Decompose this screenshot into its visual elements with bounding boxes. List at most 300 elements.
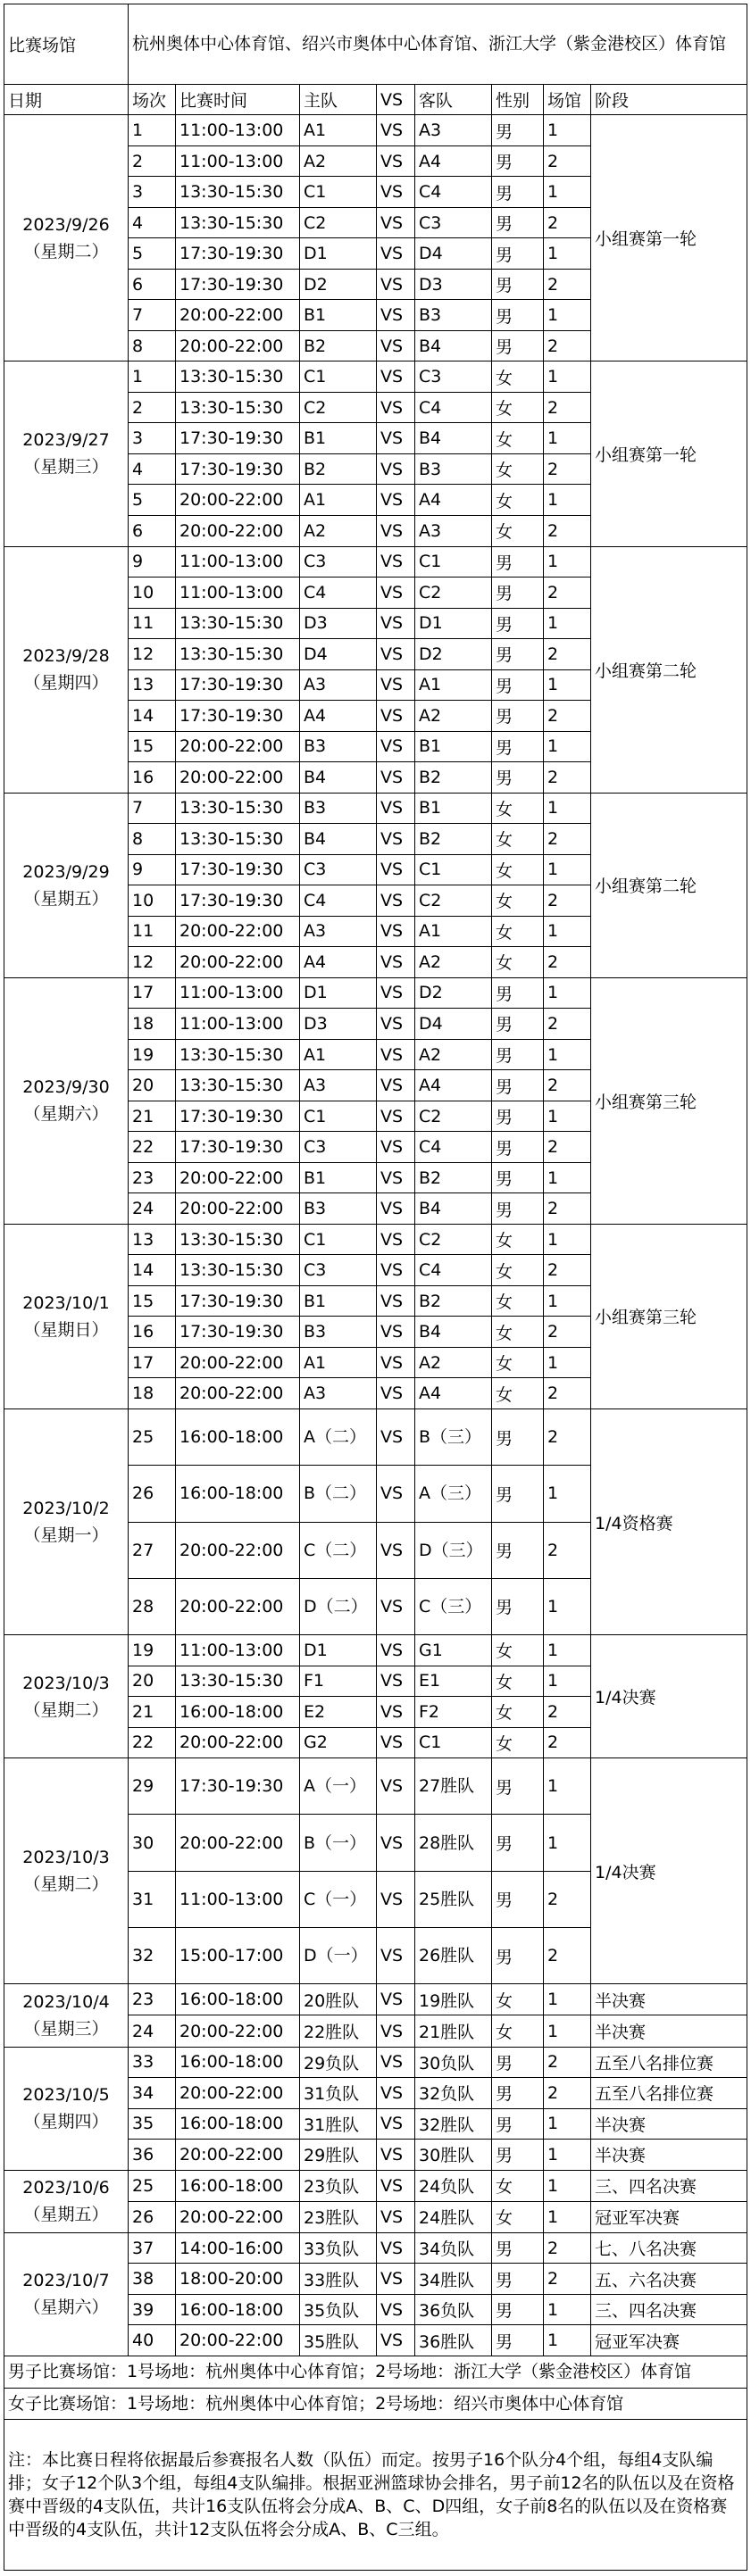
date-cell xyxy=(4,2232,129,2356)
match-row xyxy=(4,977,747,1009)
venue-number: 1 xyxy=(544,485,591,516)
vs-label: VS xyxy=(377,2015,415,2047)
vs-label: VS xyxy=(377,793,415,824)
match-time: 17:30-19:30 xyxy=(176,1101,300,1132)
home-team: D2 xyxy=(300,269,377,300)
away-team: D1 xyxy=(415,608,492,639)
match-number: 18 xyxy=(129,1378,176,1409)
date-cell xyxy=(4,2047,129,2170)
match-time: 20:00-22:00 xyxy=(176,1347,300,1378)
match-row xyxy=(4,2170,747,2201)
vs-label: VS xyxy=(377,207,415,238)
match-number: 6 xyxy=(129,515,176,546)
vs-label: VS xyxy=(377,669,415,701)
header-stage: 阶段 xyxy=(591,84,747,115)
date-text: 2023/9/27 xyxy=(22,430,110,451)
match-number: 6 xyxy=(129,269,176,300)
gender: 男 xyxy=(492,330,544,361)
match-time: 20:00-22:00 xyxy=(176,330,300,361)
venue-number: 1 xyxy=(544,916,591,947)
gender: 男 xyxy=(492,2264,544,2295)
vs-label: VS xyxy=(377,1578,415,1634)
gender: 男 xyxy=(492,2078,544,2109)
home-team: C（一） xyxy=(300,1871,377,1927)
stage: 五、六名决赛 xyxy=(591,2264,747,2295)
vs-label: VS xyxy=(377,2078,415,2109)
away-team: B3 xyxy=(415,300,492,331)
match-number: 11 xyxy=(129,916,176,947)
match-time: 17:30-19:30 xyxy=(176,854,300,885)
vs-label: VS xyxy=(377,2294,415,2325)
gender: 男 xyxy=(492,1039,544,1070)
date-text: 2023/9/30 xyxy=(22,1077,110,1098)
gender: 男 xyxy=(492,1928,544,1984)
gender: 女 xyxy=(492,1347,544,1378)
weekday-text: （星期三） xyxy=(23,457,109,478)
match-row xyxy=(4,793,747,824)
vs-label: VS xyxy=(377,731,415,762)
home-team: A2 xyxy=(300,145,377,177)
venue-number: 1 xyxy=(544,1635,591,1666)
gender: 男 xyxy=(492,1522,544,1578)
away-team: C1 xyxy=(415,854,492,885)
home-team: G2 xyxy=(300,1727,377,1758)
venue-number: 1 xyxy=(544,361,591,393)
vs-label: VS xyxy=(377,1697,415,1728)
venue-number: 1 xyxy=(544,300,591,331)
match-time: 20:00-22:00 xyxy=(176,1727,300,1758)
gender: 女 xyxy=(492,423,544,454)
away-team: A4 xyxy=(415,1378,492,1409)
vs-label: VS xyxy=(377,1522,415,1578)
gender: 男 xyxy=(492,1578,544,1634)
home-team: 35负队 xyxy=(300,2294,377,2325)
vs-label: VS xyxy=(377,1758,415,1815)
match-number: 5 xyxy=(129,238,176,270)
match-number: 10 xyxy=(129,578,176,609)
gender: 男 xyxy=(492,731,544,762)
match-number: 1 xyxy=(129,361,176,393)
gender: 男 xyxy=(492,1871,544,1927)
match-number: 17 xyxy=(129,977,176,1009)
away-team: B1 xyxy=(415,731,492,762)
vs-label: VS xyxy=(377,1009,415,1040)
header-date: 日期 xyxy=(4,84,129,115)
stage: 七、八名决赛 xyxy=(591,2232,747,2264)
match-number: 26 xyxy=(129,1466,176,1522)
header-row xyxy=(4,84,747,115)
venue-label: 比赛场馆 xyxy=(4,4,129,85)
home-team: C3 xyxy=(300,854,377,885)
vs-label: VS xyxy=(377,1070,415,1101)
gender: 女 xyxy=(492,392,544,423)
away-team: D2 xyxy=(415,977,492,1009)
venue-number: 2 xyxy=(544,207,591,238)
vs-label: VS xyxy=(377,947,415,978)
weekday-text: （星期六） xyxy=(23,1104,109,1125)
home-team: A1 xyxy=(300,1039,377,1070)
home-team: D1 xyxy=(300,1635,377,1666)
match-time: 20:00-22:00 xyxy=(176,731,300,762)
away-team: B1 xyxy=(415,793,492,824)
gender: 男 xyxy=(492,269,544,300)
gender: 女 xyxy=(492,1666,544,1697)
stage: 三、四名决赛 xyxy=(591,2170,747,2201)
venue-number: 2 xyxy=(544,1928,591,1984)
men-venues-note-row xyxy=(4,2356,747,2388)
match-number: 16 xyxy=(129,1317,176,1348)
match-time: 20:00-22:00 xyxy=(176,1815,300,1871)
stage: 1/4资格赛 xyxy=(591,1408,747,1634)
away-team: C4 xyxy=(415,1132,492,1163)
match-number: 9 xyxy=(129,546,176,578)
date-text: 2023/10/2 xyxy=(22,1499,110,1519)
match-time: 16:00-18:00 xyxy=(176,1697,300,1728)
gender: 女 xyxy=(492,824,544,855)
match-time: 17:30-19:30 xyxy=(176,453,300,485)
venue-number: 2 xyxy=(544,1697,591,1728)
vs-label: VS xyxy=(377,1727,415,1758)
match-number: 34 xyxy=(129,2078,176,2109)
venue-number: 1 xyxy=(544,793,591,824)
gender: 男 xyxy=(492,207,544,238)
away-team: C2 xyxy=(415,1101,492,1132)
away-team: A（三） xyxy=(415,1466,492,1522)
gender: 男 xyxy=(492,977,544,1009)
schedule-note: 注：本比赛日程将依据最后参赛报名人数（队伍）而定。按男子16个队分4个组，每组4支队编排；女子12个队3个组，每组4支队编排。根据亚洲篮球协会排名，男子前12名的队伍以及在资格赛中晋级的4支队伍，共计16支队伍将会分成A、B、C、D四组，女子前8名的队伍以及在资格赛中晋级的4支队伍，共计12支队伍将会分成A、B、C三组。 xyxy=(4,2420,747,2571)
gender: 女 xyxy=(492,2201,544,2232)
gender: 女 xyxy=(492,2015,544,2047)
weekday-text: （星期一） xyxy=(23,1525,109,1546)
home-team: D1 xyxy=(300,238,377,270)
match-number: 12 xyxy=(129,947,176,978)
away-team: B3 xyxy=(415,453,492,485)
vs-label: VS xyxy=(377,854,415,885)
match-number: 20 xyxy=(129,1666,176,1697)
stage: 小组赛第三轮 xyxy=(591,977,747,1224)
match-number: 33 xyxy=(129,2047,176,2078)
weekday-text: （星期二） xyxy=(23,241,109,262)
match-number: 27 xyxy=(129,1522,176,1578)
match-time: 17:30-19:30 xyxy=(176,1758,300,1815)
venue-number: 1 xyxy=(544,1666,591,1697)
men-venues-note: 男子比赛场馆：1号场地：杭州奥体中心体育馆；2号场地：浙江大学（紫金港校区）体育馆 xyxy=(4,2356,747,2388)
match-row xyxy=(4,1758,747,1815)
match-number: 38 xyxy=(129,2264,176,2295)
match-number: 24 xyxy=(129,1193,176,1225)
date-cell xyxy=(4,1224,129,1408)
venue-number: 2 xyxy=(544,1408,591,1465)
home-team: 20胜队 xyxy=(300,1984,377,2015)
match-number: 9 xyxy=(129,854,176,885)
match-time: 16:00-18:00 xyxy=(176,2170,300,2201)
home-team: C2 xyxy=(300,207,377,238)
gender: 男 xyxy=(492,701,544,732)
header-gender: 性别 xyxy=(492,84,544,115)
venue-number: 2 xyxy=(544,762,591,794)
away-team: B2 xyxy=(415,1162,492,1193)
away-team: B2 xyxy=(415,762,492,794)
gender: 男 xyxy=(492,1408,544,1465)
away-team: C3 xyxy=(415,207,492,238)
match-number: 15 xyxy=(129,731,176,762)
vs-label: VS xyxy=(377,1871,415,1927)
date-cell xyxy=(4,361,129,546)
gender: 女 xyxy=(492,1285,544,1317)
home-team: B3 xyxy=(300,1317,377,1348)
away-team: 24负队 xyxy=(415,2170,492,2201)
away-team: A3 xyxy=(415,515,492,546)
date-cell xyxy=(4,2170,129,2232)
weekday-text: （星期五） xyxy=(23,888,109,909)
date-text: 2023/10/6 xyxy=(22,2178,110,2198)
gender: 女 xyxy=(492,361,544,393)
home-team: 22胜队 xyxy=(300,2015,377,2047)
match-number: 8 xyxy=(129,330,176,361)
match-row xyxy=(4,1224,747,1255)
vs-label: VS xyxy=(377,115,415,146)
home-team: C1 xyxy=(300,1101,377,1132)
venue-number: 1 xyxy=(544,977,591,1009)
gender: 女 xyxy=(492,453,544,485)
home-team: B4 xyxy=(300,824,377,855)
match-number: 39 xyxy=(129,2294,176,2325)
away-team: F2 xyxy=(415,1697,492,1728)
date-text: 2023/10/5 xyxy=(22,2085,110,2106)
gender: 女 xyxy=(492,947,544,978)
match-time: 20:00-22:00 xyxy=(176,1193,300,1225)
venue-number: 2 xyxy=(544,1255,591,1286)
vs-label: VS xyxy=(377,1815,415,1871)
match-number: 19 xyxy=(129,1635,176,1666)
match-time: 16:00-18:00 xyxy=(176,2047,300,2078)
venue-number: 2 xyxy=(544,145,591,177)
away-team: 24胜队 xyxy=(415,2201,492,2232)
vs-label: VS xyxy=(377,1224,415,1255)
venue-number: 1 xyxy=(544,115,591,146)
venue-number: 2 xyxy=(544,1317,591,1348)
match-time: 13:30-15:30 xyxy=(176,1666,300,1697)
match-time: 20:00-22:00 xyxy=(176,2015,300,2047)
vs-label: VS xyxy=(377,1466,415,1522)
vs-label: VS xyxy=(377,608,415,639)
vs-label: VS xyxy=(377,2264,415,2295)
match-number: 5 xyxy=(129,485,176,516)
schedule-note-row xyxy=(4,2420,747,2571)
match-time: 20:00-22:00 xyxy=(176,2201,300,2232)
away-team: B4 xyxy=(415,330,492,361)
vs-label: VS xyxy=(377,1162,415,1193)
away-team: C3 xyxy=(415,361,492,393)
vs-label: VS xyxy=(377,1347,415,1378)
match-time: 11:00-13:00 xyxy=(176,1871,300,1927)
home-team: B2 xyxy=(300,330,377,361)
gender: 男 xyxy=(492,177,544,208)
venue-number: 1 xyxy=(544,2201,591,2232)
date-text: 2023/10/3 xyxy=(22,1848,110,1868)
gender: 男 xyxy=(492,2047,544,2078)
match-time: 20:00-22:00 xyxy=(176,2140,300,2171)
match-number: 3 xyxy=(129,177,176,208)
venue-number: 2 xyxy=(544,701,591,732)
match-time: 13:30-15:30 xyxy=(176,1039,300,1070)
away-team: 30负队 xyxy=(415,2047,492,2078)
away-team: D4 xyxy=(415,238,492,270)
gender: 女 xyxy=(492,1697,544,1728)
home-team: C3 xyxy=(300,1132,377,1163)
weekday-text: （星期六） xyxy=(23,2298,109,2318)
match-time: 11:00-13:00 xyxy=(176,546,300,578)
home-team: A1 xyxy=(300,485,377,516)
match-number: 14 xyxy=(129,701,176,732)
match-number: 24 xyxy=(129,2015,176,2047)
date-text: 2023/9/26 xyxy=(22,214,110,235)
venue-number: 2 xyxy=(544,2232,591,2264)
match-number: 8 xyxy=(129,824,176,855)
away-team: A2 xyxy=(415,701,492,732)
venue-number: 2 xyxy=(544,2047,591,2078)
match-number: 37 xyxy=(129,2232,176,2264)
vs-label: VS xyxy=(377,1255,415,1286)
home-team: 31胜队 xyxy=(300,2108,377,2140)
venue-number: 1 xyxy=(544,423,591,454)
stage: 半决赛 xyxy=(591,1984,747,2015)
match-number: 23 xyxy=(129,1162,176,1193)
match-time: 20:00-22:00 xyxy=(176,916,300,947)
header-vs: VS xyxy=(377,84,415,115)
venue-text: 杭州奥体中心体育馆、绍兴市奥体中心体育馆、浙江大学（紫金港校区）体育馆 xyxy=(129,4,747,85)
away-team: A2 xyxy=(415,1039,492,1070)
gender: 男 xyxy=(492,578,544,609)
match-time: 17:30-19:30 xyxy=(176,1317,300,1348)
gender: 女 xyxy=(492,485,544,516)
away-team: A4 xyxy=(415,145,492,177)
match-number: 15 xyxy=(129,1285,176,1317)
gender: 女 xyxy=(492,916,544,947)
vs-label: VS xyxy=(377,885,415,917)
date-cell xyxy=(4,793,129,977)
home-team: B4 xyxy=(300,762,377,794)
home-team: C2 xyxy=(300,392,377,423)
away-team: A2 xyxy=(415,947,492,978)
venue-number: 1 xyxy=(544,731,591,762)
venue-number: 1 xyxy=(544,1578,591,1634)
header-match: 场次 xyxy=(129,84,176,115)
match-time: 17:30-19:30 xyxy=(176,423,300,454)
home-team: C1 xyxy=(300,361,377,393)
home-team: B3 xyxy=(300,1193,377,1225)
home-team: 29负队 xyxy=(300,2047,377,2078)
vs-label: VS xyxy=(377,2047,415,2078)
match-number: 40 xyxy=(129,2325,176,2356)
away-team: C4 xyxy=(415,392,492,423)
vs-label: VS xyxy=(377,269,415,300)
home-team: C4 xyxy=(300,885,377,917)
match-time: 17:30-19:30 xyxy=(176,885,300,917)
home-team: F1 xyxy=(300,1666,377,1697)
home-team: A（一） xyxy=(300,1758,377,1815)
match-time: 14:00-16:00 xyxy=(176,2232,300,2264)
match-time: 13:30-15:30 xyxy=(176,207,300,238)
gender: 男 xyxy=(492,546,544,578)
gender: 女 xyxy=(492,1727,544,1758)
vs-label: VS xyxy=(377,1984,415,2015)
home-team: A1 xyxy=(300,115,377,146)
home-team: B3 xyxy=(300,793,377,824)
home-team: A3 xyxy=(300,669,377,701)
home-team: C（二） xyxy=(300,1522,377,1578)
venue-number: 1 xyxy=(544,669,591,701)
match-number: 36 xyxy=(129,2140,176,2171)
gender: 男 xyxy=(492,1466,544,1522)
gender: 女 xyxy=(492,793,544,824)
stage: 小组赛第二轮 xyxy=(591,793,747,977)
match-number: 12 xyxy=(129,639,176,670)
match-time: 20:00-22:00 xyxy=(176,1162,300,1193)
home-team: C4 xyxy=(300,578,377,609)
gender: 男 xyxy=(492,145,544,177)
away-team: D4 xyxy=(415,1009,492,1040)
venue-number: 1 xyxy=(544,1347,591,1378)
vs-label: VS xyxy=(377,1378,415,1409)
gender: 男 xyxy=(492,2232,544,2264)
away-team: A2 xyxy=(415,1347,492,1378)
match-time: 17:30-19:30 xyxy=(176,1132,300,1163)
match-time: 16:00-18:00 xyxy=(176,1466,300,1522)
home-team: D3 xyxy=(300,608,377,639)
away-team: C1 xyxy=(415,1727,492,1758)
match-number: 1 xyxy=(129,115,176,146)
venue-number: 1 xyxy=(544,1758,591,1815)
venue-number: 2 xyxy=(544,2078,591,2109)
venue-number: 2 xyxy=(544,947,591,978)
venue-number: 1 xyxy=(544,2294,591,2325)
home-team: A1 xyxy=(300,1347,377,1378)
away-team: 27胜队 xyxy=(415,1758,492,1815)
home-team: A2 xyxy=(300,515,377,546)
date-cell xyxy=(4,977,129,1224)
match-time: 15:00-17:00 xyxy=(176,1928,300,1984)
match-row xyxy=(4,546,747,578)
venue-number: 1 xyxy=(544,1285,591,1317)
match-row xyxy=(4,2232,747,2264)
gender: 男 xyxy=(492,1009,544,1040)
away-team: 36胜队 xyxy=(415,2325,492,2356)
away-team: A1 xyxy=(415,669,492,701)
match-number: 17 xyxy=(129,1347,176,1378)
vs-label: VS xyxy=(377,546,415,578)
home-team: D4 xyxy=(300,639,377,670)
match-time: 13:30-15:30 xyxy=(176,824,300,855)
match-number: 11 xyxy=(129,608,176,639)
away-team: B2 xyxy=(415,824,492,855)
away-team: 19胜队 xyxy=(415,1984,492,2015)
gender: 女 xyxy=(492,2170,544,2201)
match-time: 11:00-13:00 xyxy=(176,1009,300,1040)
gender: 女 xyxy=(492,1317,544,1348)
match-number: 7 xyxy=(129,793,176,824)
home-team: D（二） xyxy=(300,1578,377,1634)
gender: 男 xyxy=(492,2294,544,2325)
vs-label: VS xyxy=(377,2140,415,2171)
venue-row xyxy=(4,4,747,85)
stage: 小组赛第二轮 xyxy=(591,546,747,793)
match-number: 25 xyxy=(129,2170,176,2201)
away-team: A4 xyxy=(415,485,492,516)
gender: 女 xyxy=(492,1984,544,2015)
venue-number: 1 xyxy=(544,2108,591,2140)
match-time: 17:30-19:30 xyxy=(176,669,300,701)
